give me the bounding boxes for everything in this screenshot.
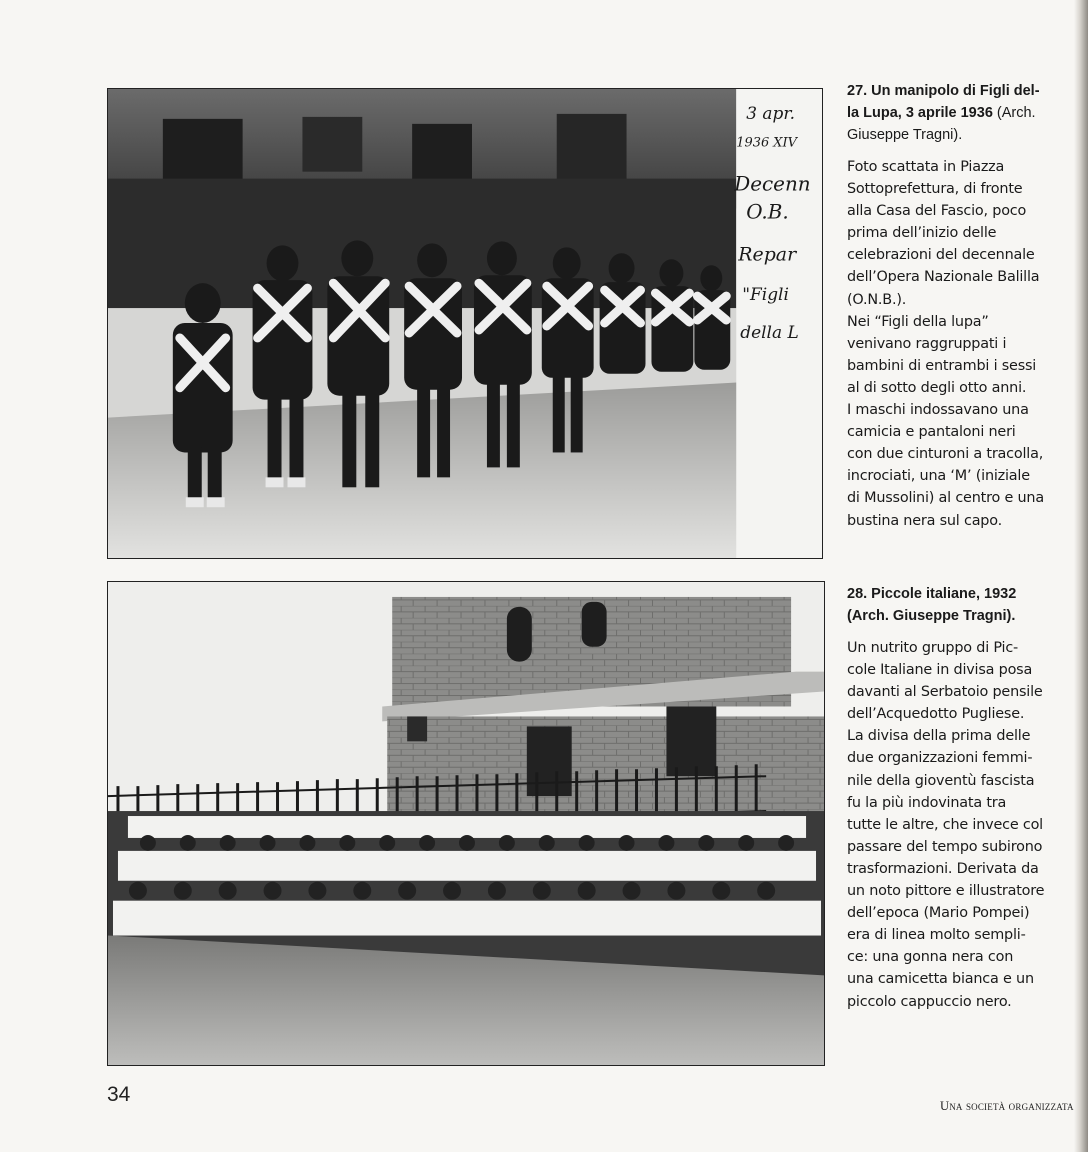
caption-line: I maschi indossavano una <box>847 402 1029 419</box>
handwritten-line: "Figli <box>742 284 789 305</box>
caption-line: era di linea molto sempli- <box>847 927 1026 944</box>
caption-line: alla Casa del Fascio, poco <box>847 203 1027 220</box>
book-binding-edge <box>1074 0 1088 1152</box>
caption-figure-28 <box>847 583 1073 1013</box>
caption-line: celebrazioni del decennale <box>847 247 1035 264</box>
caption-line: camicia e pantaloni neri <box>847 424 1016 441</box>
caption-line: un noto pittore e illustratore <box>847 883 1045 900</box>
caption-27-title-normal-3: Giuseppe Tragni). <box>847 127 963 143</box>
caption-27-title <box>847 80 1073 146</box>
handwritten-line: della L <box>740 321 799 342</box>
caption-line: bustina nera sul capo. <box>847 512 1002 529</box>
caption-28-body <box>847 637 1073 1013</box>
photo-28-image <box>108 582 824 1065</box>
caption-line: cole Italiane in divisa posa <box>847 662 1033 679</box>
caption-line: di Mussolini) al centro e una <box>847 490 1044 507</box>
caption-line: dell’Opera Nazionale Balilla <box>847 269 1040 286</box>
handwritten-line: Repar <box>738 243 797 266</box>
caption-line: passare del tempo subirono <box>847 838 1043 855</box>
caption-line: tutte le altre, che invece col <box>847 816 1043 833</box>
caption-line: La divisa della prima delle <box>847 728 1031 745</box>
caption-line: dell’Acquedotto Pugliese. <box>847 706 1025 723</box>
caption-28-title <box>847 583 1073 627</box>
caption-line: Sottoprefettura, di fronte <box>847 181 1023 198</box>
caption-27-body <box>847 156 1073 532</box>
page-number: 34 <box>107 1083 131 1106</box>
handwritten-line: Decenn <box>734 172 811 196</box>
caption-line: due organizzazioni femmi- <box>847 750 1033 767</box>
caption-line: Un nutrito gruppo di Pic- <box>847 640 1019 656</box>
caption-figure-27 <box>847 80 1073 532</box>
caption-line: con due cinturoni a tracolla, <box>847 446 1044 463</box>
caption-27-title-bold-2: la Lupa, 3 aprile 1936 <box>847 105 993 121</box>
caption-line: dell’epoca (Mario Pompei) <box>847 905 1030 922</box>
caption-line: piccolo cappuccio nero. <box>847 993 1012 1010</box>
caption-line: Foto scattata in Piazza <box>847 159 1005 175</box>
handwritten-line: O.B. <box>746 200 789 224</box>
caption-line: venivano raggruppati i <box>847 335 1007 352</box>
caption-line: trasformazioni. Derivata da <box>847 860 1039 877</box>
caption-line: incrociati, una ‘M’ (iniziale <box>847 468 1030 485</box>
caption-line: davanti al Serbatoio pensile <box>847 684 1043 701</box>
caption-line: Nei “Figli della lupa” <box>847 313 989 330</box>
handwritten-line: 1936 XIV <box>736 135 797 151</box>
caption-line: una camicetta bianca e un <box>847 971 1034 988</box>
caption-line: bambini di entrambi i sessi <box>847 357 1037 374</box>
photo-figli-della-lupa <box>107 88 823 559</box>
handwritten-line: 3 apr. <box>746 102 795 123</box>
caption-28-title-bold-2: (Arch. Giuseppe Tragni). <box>847 608 1016 624</box>
photo-piccole-italiane <box>107 581 825 1066</box>
caption-line: prima dell’inizio delle <box>847 225 997 242</box>
caption-27-title-normal-2: (Arch. <box>992 105 1036 121</box>
running-footer: Una società organizzata <box>940 1099 1074 1113</box>
caption-line: ce: una gonna nera con <box>847 949 1014 966</box>
caption-27-title-bold-1: 27. Un manipolo di Figli del- <box>847 83 1040 99</box>
caption-line: fu la più indovinata tra <box>847 794 1007 811</box>
caption-line: nile della gioventù fascista <box>847 772 1035 789</box>
caption-line: al di sotto degli otto anni. <box>847 379 1027 396</box>
caption-28-title-bold-1: 28. Piccole italiane, 1932 <box>847 586 1017 602</box>
photo-27-image <box>108 89 822 558</box>
caption-line: (O.N.B.). <box>847 291 907 308</box>
